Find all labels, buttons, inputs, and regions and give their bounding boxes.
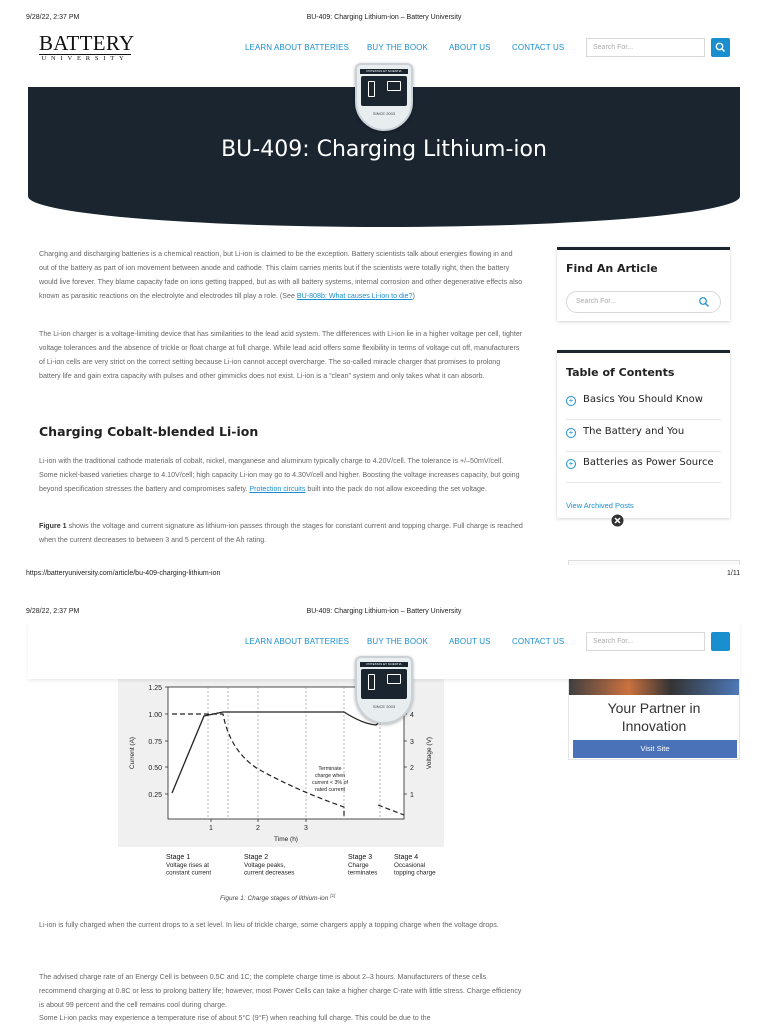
stage-title: Stage 3 (348, 854, 373, 861)
stage-description: Voltage rises at (166, 862, 210, 869)
termination-note: rated current (314, 787, 346, 793)
link-protection-circuits[interactable]: Protection circuits (249, 485, 306, 493)
article-paragraph-4 (39, 519, 523, 549)
plus-circle-icon: + (566, 428, 576, 438)
paragraph-text: Charging and discharging batteries is a chemical reaction, but Li-ion is claimed to be the exception. Battery scientists talk about energies flowing in and out of the battery as part of ion movement between anode and cathode. This claim carries merits but if the scientists were totally right, then the battery would live forever. They blame capacity fade on ions getting trapped, but as with all battery systems, internal corrosion and other degenerative effects also known as parasitic reactions on the electrolyte and electrodes till play a role. (See (39, 250, 523, 300)
paragraph-text: shows the voltage and current signature as lithium-ion passes through the stages for constant current and topping charge. Full charge is reached when the current decreases to between 3 and 5 percent of the Ah rating. (39, 522, 523, 544)
x-tick-label: 1 (209, 825, 213, 832)
ad-headline-line: Your Partner in (607, 700, 701, 716)
find-article-title: Find An Article (566, 262, 658, 275)
site-badge (355, 656, 413, 724)
toc-item-label: Basics You Should Know (583, 394, 703, 405)
nav-buy-the-book[interactable]: BUY THE BOOK (367, 43, 428, 52)
plus-circle-icon: + (566, 459, 576, 469)
site-badge (355, 63, 413, 131)
article-paragraph-5: Li-ion is fully charged when the current drops to a set level. In lieu of trickle charge, some chargers apply a topping charge when the voltage drops. (39, 921, 499, 929)
badge-since: SINCE 2003 (372, 704, 396, 709)
find-article-card (557, 247, 730, 321)
toc-item-label: The Battery and You (583, 426, 685, 437)
stage-description: Occasional (394, 862, 426, 869)
search-icon (711, 38, 730, 57)
right-axis-label: Voltage (V) (426, 736, 433, 770)
header-search-input[interactable]: Search For... (586, 38, 705, 57)
ad-visit-site-button[interactable]: Visit Site (573, 740, 737, 758)
x-tick-label: 3 (304, 825, 308, 832)
nav-contact-us[interactable]: CONTACT US (512, 43, 565, 52)
logo-text-university: UNIVERSITY (41, 55, 129, 62)
view-archived-posts-link[interactable]: View Archived Posts (566, 501, 634, 510)
right-tick-label: 4 (410, 712, 414, 719)
stage-description: Voltage peaks, (244, 862, 286, 869)
print-url: https://batteryuniversity.com/article/bu-409-charging-lithium-ion (26, 570, 221, 577)
page-title: BU-409: Charging Lithium-ion (221, 137, 547, 162)
stage-description: constant current (166, 869, 212, 877)
section-heading: Charging Cobalt-blended Li-ion (39, 424, 259, 439)
article-paragraph-3 (39, 454, 523, 512)
toc-title: Table of Contents (566, 366, 675, 379)
ad-headline-line: Innovation (621, 718, 687, 734)
print-page-number: 1/11 (727, 570, 741, 577)
left-tick-label: 0.50 (148, 765, 162, 772)
stage-description: current decreases (244, 869, 295, 877)
toc-card (557, 350, 730, 518)
logo-text-battery: BATTERY (39, 31, 135, 55)
paragraph-text: Li-ion with the traditional cathode materials of cobalt, nickel, manganese and aluminum typically charge to 4.20V/cell. The tolerance is +/–50mV/cell. Some nickel-based varieties charge to 4.10V/cell; high capacity Li-ion may go to 4.30V/cell and higher. Boosting the voltage increases capacity, but going beyond specification stresses the battery and compromises safety. (39, 457, 520, 493)
plus-circle-icon: + (566, 396, 576, 406)
paragraph-text: ) (412, 292, 415, 300)
print-doc-title-2: BU-409: Charging Lithium-ion – Battery University (306, 608, 462, 615)
close-icon[interactable] (611, 514, 624, 527)
sidebar-search-input[interactable]: Search For... (566, 291, 721, 313)
nav-learn-about-batteries[interactable]: LEARN ABOUT BATTERIES (245, 43, 350, 52)
stage-title: Stage 2 (244, 854, 269, 861)
stage-description: terminates (348, 869, 378, 877)
right-tick-label: 2 (410, 765, 414, 772)
caption-ref[interactable]: [1] (330, 893, 336, 898)
x-tick-label: 2 (256, 825, 260, 832)
header-search-input[interactable]: Search For... (586, 632, 705, 651)
stage-description: Charge (348, 862, 369, 869)
toc-item-power-source[interactable] (566, 451, 721, 483)
left-axis-label: Current (A) (129, 736, 136, 770)
link-bu-808b[interactable]: BU-808b: What causes Li-ion to die? (296, 292, 413, 300)
ad-headline (569, 699, 739, 735)
badge-since: SINCE 2003 (372, 111, 396, 116)
print-datetime: 9/28/22, 2:37 PM (26, 14, 80, 21)
stage-title: Stage 1 (166, 854, 191, 861)
termination-note: Terminate (318, 766, 342, 772)
toc-item-label: Batteries as Power Source (583, 457, 714, 468)
left-tick-label: 0.25 (148, 792, 162, 799)
figure-caption (220, 893, 335, 902)
article-paragraph-1 (39, 247, 523, 319)
article-paragraph-7: Some Li-ion packs may experience a temperature rise of about 5°C (9°F) when reaching full charge. This could be due to the (39, 1014, 431, 1022)
paragraph-text: built into the pack do not allow exceeding the set voltage. (305, 485, 487, 493)
nav-about-us[interactable]: ABOUT US (449, 43, 491, 52)
nav-buy-the-book[interactable]: BUY THE BOOK (367, 637, 428, 646)
search-icon[interactable] (698, 296, 710, 308)
stage-title: Stage 4 (394, 854, 419, 861)
stage-description: topping charge (394, 869, 436, 877)
article-paragraph-6: The advised charge rate of an Energy Cell is between 0.5C and 1C; the complete charge time is about 2–3 hours. Manufacturers of these cells recommend charging at 0.8C or less to prolong battery life; however, most Power Cells can take a higher charge C-rate with little stress. Charge efficiency is about 99 percent and the cell remains cool during charge. (39, 973, 522, 1009)
left-tick-label: 1.25 (148, 685, 162, 692)
nav-learn-about-batteries[interactable]: LEARN ABOUT BATTERIES (245, 637, 350, 646)
header-search-button[interactable] (711, 38, 730, 57)
nav-contact-us[interactable]: CONTACT US (512, 637, 565, 646)
print-doc-title: BU-409: Charging Lithium-ion – Battery University (306, 14, 462, 21)
right-tick-label: 3 (410, 739, 414, 746)
toc-item-basics[interactable] (566, 388, 721, 420)
right-tick-label: 1 (410, 792, 414, 799)
termination-note: current < 3% of (311, 780, 349, 786)
termination-note: charge when (314, 773, 346, 779)
toc-item-battery-and-you[interactable] (566, 420, 721, 452)
ad-frame-top (568, 560, 740, 565)
site-logo[interactable] (39, 31, 135, 63)
x-axis-label: Time (h) (274, 836, 298, 843)
badge-motto: POTESTAS ET SCIENTIA (360, 69, 408, 74)
print-datetime-2: 9/28/22, 2:37 PM (26, 608, 80, 615)
header-search-button[interactable] (711, 632, 730, 651)
figure-reference: Figure 1 (39, 522, 67, 530)
badge-motto: POTESTAS ET SCIENTIA (360, 662, 408, 667)
nav-about-us[interactable]: ABOUT US (449, 637, 491, 646)
left-tick-label: 1.00 (148, 712, 162, 719)
left-tick-label: 0.75 (148, 739, 162, 746)
caption-text: Figure 1: Charge stages of lithium-ion (220, 895, 331, 903)
article-paragraph-2: The Li-ion charger is a voltage-limiting device that has similarities to the lead acid system. The differences with Li-ion lie in a higher voltage per cell, tighter voltage tolerances and the absence of trickle or float charge at full charge. While lead acid offers some flexibility in terms of voltage cut off, manufacturers of Li-ion cells are very strict on the correct setting because Li-ion cannot accept overcharge. The so-called miracle charger that promises to prolong battery life and gain extra capacity with pulses and other gimmicks does not exist. Li-ion is a “clean” system and only takes what it can absorb. (39, 330, 523, 380)
